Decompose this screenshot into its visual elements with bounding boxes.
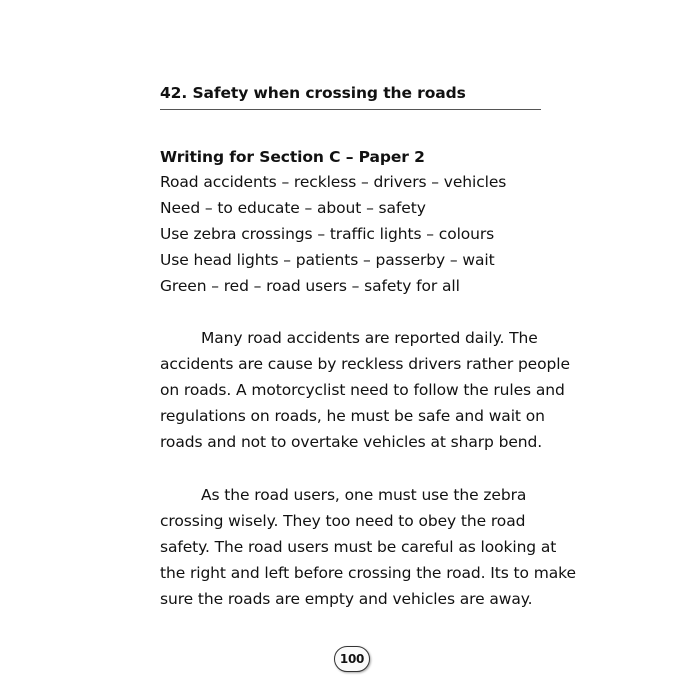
- paragraph-line: crossing wisely. They too need to obey the road: [160, 512, 526, 530]
- paragraph-line: Many road accidents are reported daily. The: [201, 329, 538, 347]
- paragraph-line: regulations on roads, he must be safe and wait on: [160, 407, 545, 425]
- outline-points: [160, 172, 506, 302]
- paragraph-line: accidents are cause by reckless drivers rather people: [160, 355, 570, 373]
- paragraph-line: As the road users, one must use the zebra: [201, 486, 527, 504]
- page-heading: 42. Safety when crossing the roads: [160, 84, 466, 102]
- paragraph-line: safety. The road users must be careful as looking at: [160, 538, 557, 556]
- essay-paragraph-2: [160, 485, 576, 615]
- outline-point: Use head lights – patients – passerby – wait: [160, 251, 495, 269]
- outline-point: Green – red – road users – safety for all: [160, 277, 460, 295]
- heading-divider: [160, 109, 541, 110]
- page-number-badge: 100: [334, 646, 370, 672]
- outline-point: Need – to educate – about – safety: [160, 199, 426, 217]
- paragraph-line: on roads. A motorcyclist need to follow the rules and: [160, 381, 565, 399]
- outline-point: Road accidents – reckless – drivers – vehicles: [160, 173, 507, 191]
- paragraph-line: sure the roads are empty and vehicles are away.: [160, 590, 533, 608]
- paragraph-line: the right and left before crossing the road. Its to make: [160, 564, 576, 582]
- section-title: Writing for Section C – Paper 2: [160, 148, 425, 166]
- paragraph-line: roads and not to overtake vehicles at sharp bend.: [160, 433, 543, 451]
- essay-paragraph-1: [160, 328, 570, 458]
- outline-point: Use zebra crossings – traffic lights – colours: [160, 225, 495, 243]
